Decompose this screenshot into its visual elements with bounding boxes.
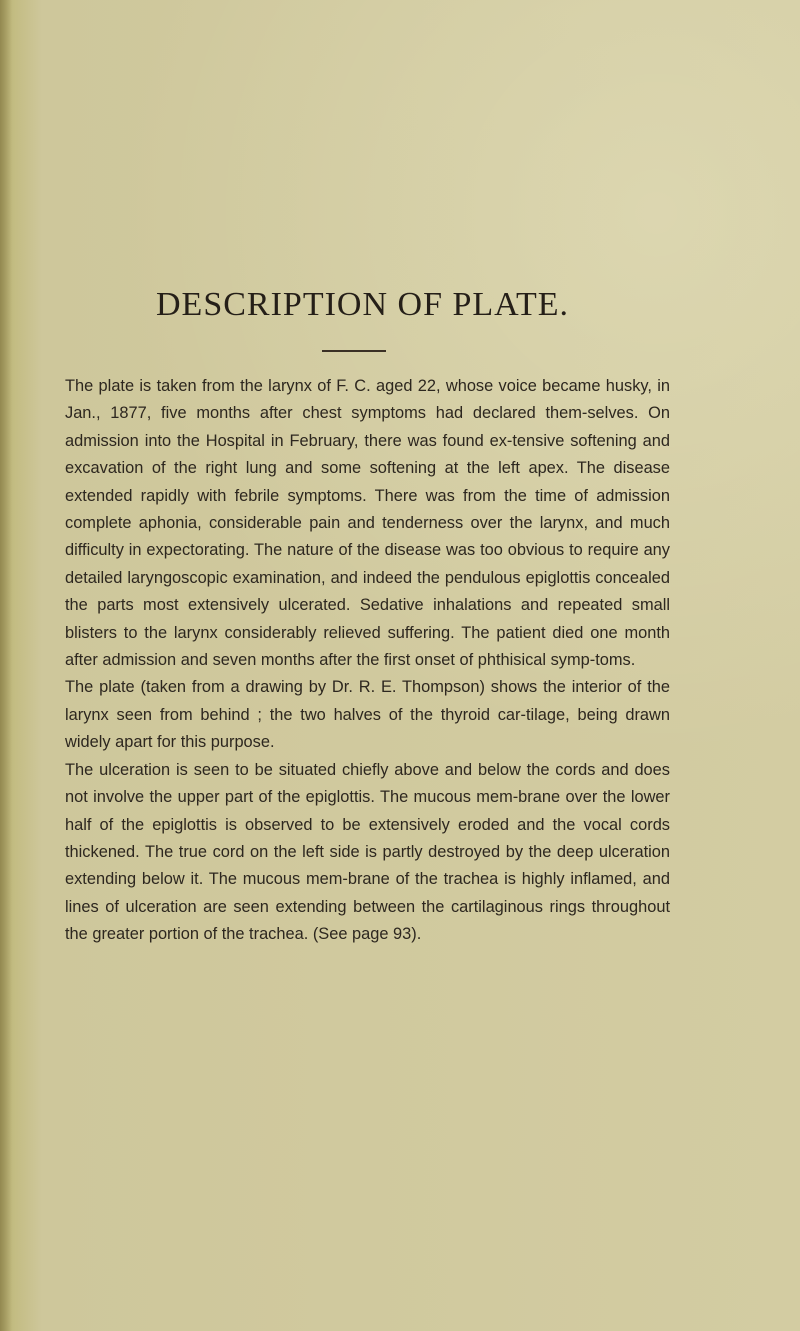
plate-description <box>65 373 670 949</box>
paragraph-case-history: The plate is taken from the larynx of F. C. aged 22, whose voice became husky, in Jan., 1877, five months after chest symptoms had declared them-selves. On admission into the Hospital in February, there was found ex-tensive softening and excavation of the right lung and some softening at the left apex. The disease extended rapidly with febrile symptoms. There was from the time of admission complete aphonia, considerable pain and tenderness over the larynx, and much difficulty in expectorating. The nature of the disease was too obvious to require any detailed laryngoscopic examination, and indeed the pendulous epiglottis concealed the parts most extensively ulcerated. Sedative inhalations and repeated small blisters to the larynx considerably relieved suffering. The patient died one month after admission and seven months after the first onset of phthisical symp-toms. <box>65 377 670 670</box>
paragraph-ulceration: The ulceration is seen to be situated chiefly above and below the cords and does not involve the upper part of the epiglottis. The mucous mem-brane over the lower half of the epiglottis is observed to be extensively eroded and the vocal cords thickened. The true cord on the left side is partly destroyed by the deep ulceration extending below it. The mucous mem-brane of the trachea is highly inflamed, and lines of ulceration are seen extending between the cartilaginous rings throughout the greater portion of the trachea. (See page 93). <box>65 760 670 944</box>
binding-shadow <box>0 0 12 1331</box>
title-rule <box>322 350 386 352</box>
paragraph-plate-source: The plate (taken from a drawing by Dr. R. E. Thompson) shows the interior of the larynx seen from behind ; the two halves of the thyroid car-tilage, being drawn widely apart for this purpose. <box>65 678 670 752</box>
page-title: DESCRIPTION OF PLATE. <box>156 286 569 323</box>
